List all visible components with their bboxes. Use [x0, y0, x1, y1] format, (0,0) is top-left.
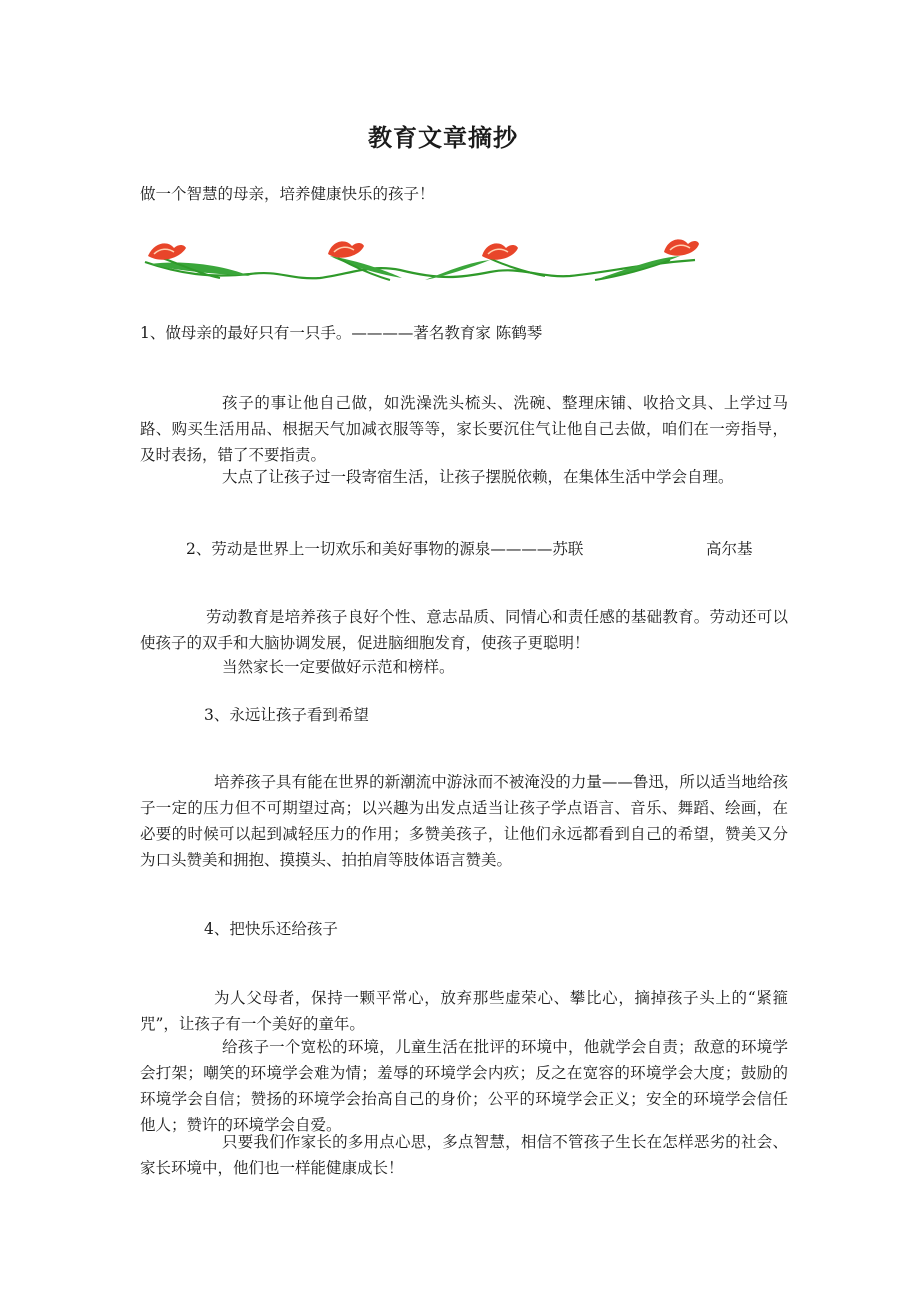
tulip-3	[425, 243, 545, 280]
section-4-paragraph-3: 只要我们作家长的多用点心思，多点智慧，相信不管孩子生长在怎样恶劣的社会、家长环境中，他们也一样能健康成长！	[140, 1133, 788, 1177]
section-2-paragraph-1: 劳动教育是培养孩子良好个性、意志品质、同情心和责任感的基础教育。劳动还可以使孩子的双手和大脑协调发展，促进脑细胞发育，使孩子更聪明！	[140, 608, 788, 652]
section-4-heading: 4、把快乐还给孩子	[204, 920, 338, 938]
section-1-paragraph-1: 孩子的事让他自己做，如洗澡洗头梳头、洗碗、整理床铺、收拾文具、上学过马路、购买生活用品、根据天气加减衣服等等，家长要沉住气让他自己去做，咱们在一旁指导，及时表扬，错了不要指责。	[140, 394, 788, 464]
section-3-heading: 3、永远让孩子看到希望	[204, 706, 369, 724]
page-title: 教育文章摘抄	[368, 124, 518, 152]
section-2-paragraph-2: 当然家长一定要做好示范和榜样。	[222, 658, 455, 676]
tulip-4	[595, 239, 699, 280]
section-4-paragraph-1: 为人父母者，保持一颗平常心，放弃那些虚荣心、攀比心，摘掉孩子头上的“紧箍咒”，让孩子有一个美好的童年。	[140, 989, 788, 1033]
tulip-1	[148, 243, 250, 278]
section-4-paragraph-2: 给孩子一个宽松的环境，儿童生活在批评的环境中，他就学会自责；敌意的环境学会打架；嘲笑的环境学会难为情；羞辱的环境学会内疚；反之在宽容的环境学会大度；鼓励的环境学会自信；赞扬的环境学会抬高自己的身价；公平的环境学会正义；安全的环境学会信任他人；赞许的环境学会自爱。	[140, 1038, 788, 1134]
section-3-paragraph-1: 培养孩子具有能在世界的新潮流中游泳而不被淹没的力量——鲁迅，所以适当地给孩子一定的压力但不可期望过高；以兴趣为出发点适当让孩子学点语言、音乐、舞蹈、绘画，在必要的时候可以起到减轻压力的作用；多赞美孩子，让他们永远都看到自己的希望，赞美又分为口头赞美和拥抱、摸摸头、拍拍肩等肢体语言赞美。	[140, 773, 788, 869]
subtitle: 做一个智慧的母亲，培养健康快乐的孩子！	[140, 185, 435, 203]
section-1-heading: 1、做母亲的最好只有一只手。————著名教育家 陈鹤琴	[140, 324, 543, 342]
section-2-heading: 2、劳动是世界上一切欢乐和美好事物的源泉————苏联	[186, 540, 584, 558]
tulip-vine-banner-icon	[140, 234, 700, 286]
section-2-heading-author: 高尔基	[706, 540, 753, 558]
section-1-paragraph-2: 大点了让孩子过一段寄宿生活，让孩子摆脱依赖，在集体生活中学会自理。	[222, 468, 734, 486]
